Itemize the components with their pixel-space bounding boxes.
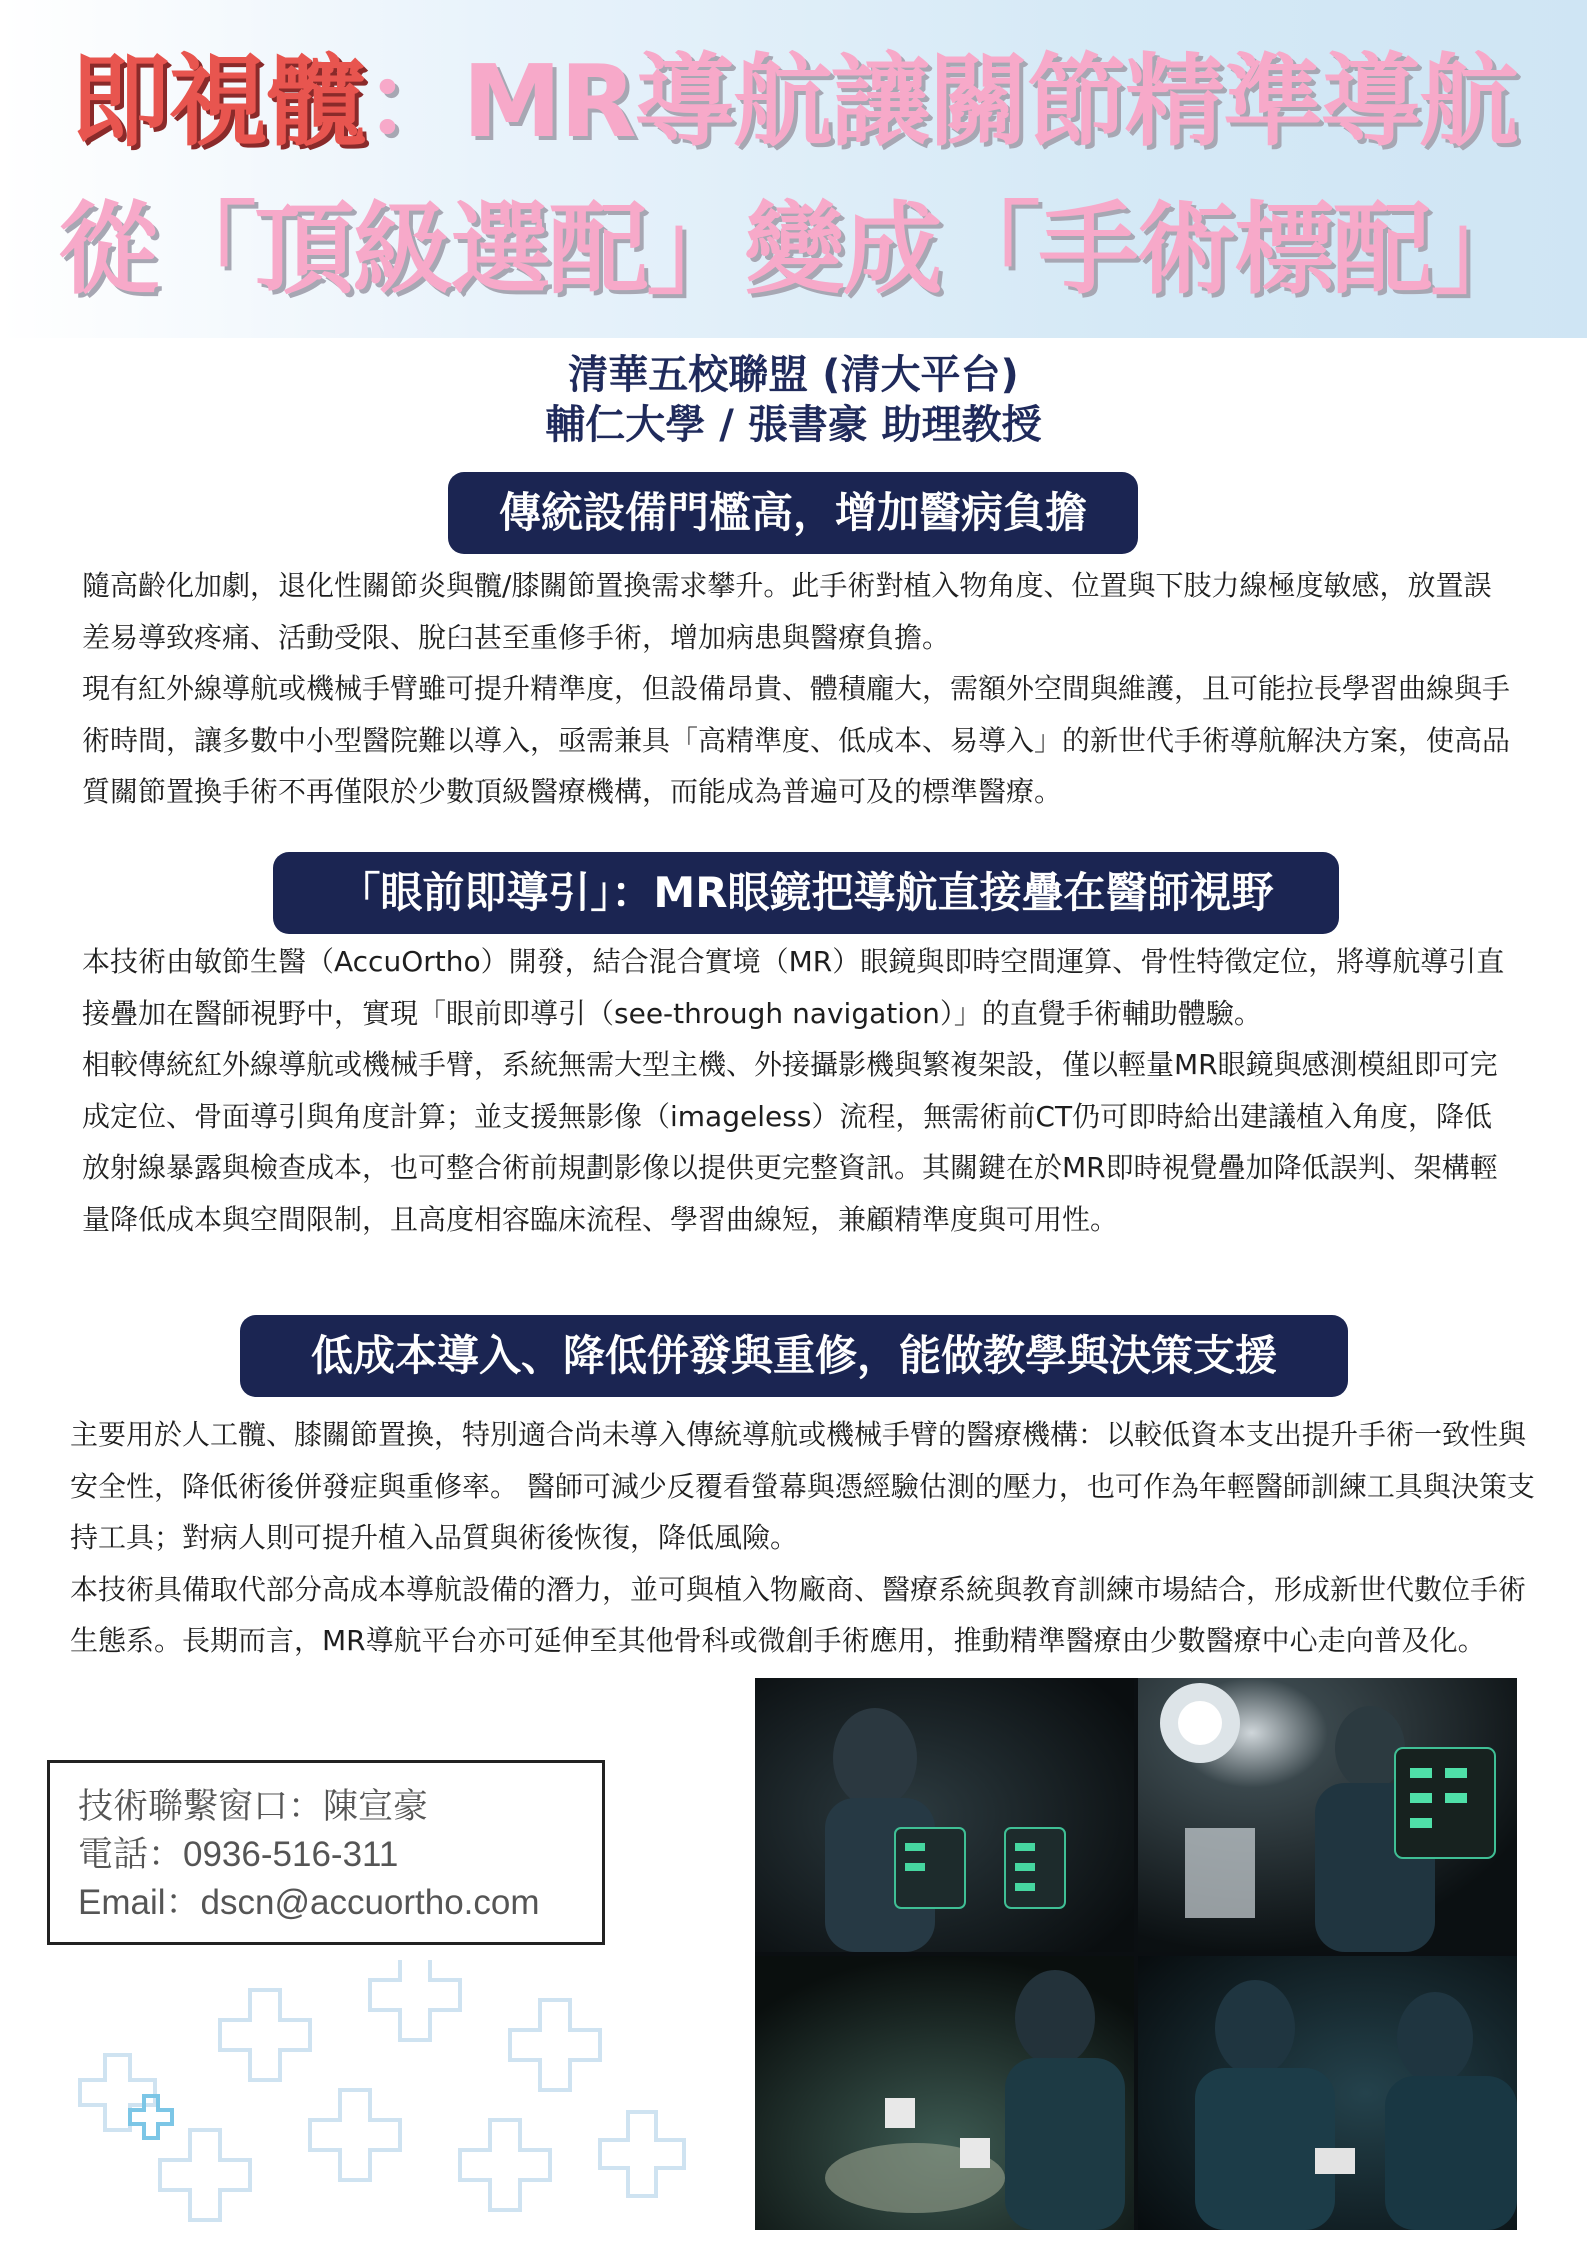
paragraph: 本技術由敏節生醫（AccuOrtho）開發，結合混合實境（MR）眼鏡與即時空間運算、骨性特徵定位，將導航導引直接疊加在醫師視野中，實現「眼前即導引（see-through navigation）」的直覺手術輔助體驗。 xyxy=(82,945,1505,1030)
contact-name: 技術聯繫窗口：陳宣豪 xyxy=(78,1787,429,1826)
section-body-3 xyxy=(70,1409,1540,1667)
paragraph: 本技術具備取代部分高成本導航設備的潛力，並可與植入物廠商、醫療系統與教育訓練市場結合，形成新世代數位手術生態系。長期而言，MR導航平台亦可延伸至其他骨科或微創手術應用，推動精準醫療由少數醫療中心走向普及化。 xyxy=(70,1572,1527,1657)
section-body-2 xyxy=(82,936,1518,1245)
page-title-line-2: 從「頂級選配」變成「手術標配」 xyxy=(58,191,1529,308)
page-title-line-1 xyxy=(0,43,1587,160)
paragraph: 主要用於人工髖、膝關節置換，特別適合尚未導入傳統導航或機械手臂的醫療機構：以較低資本支出提升手術一致性與安全性，降低術後併發症與重修率。 醫師可減少反覆看螢幕與憑經驗估測的壓力，也可作為年輕醫師訓練工具與決策支持工具；對病人則可提升植入品質與術後恢復，降低風險。 xyxy=(70,1418,1535,1554)
mr-navigation-surgery-photos xyxy=(755,1678,1517,2230)
contact-email: Email：dscn@accuortho.com xyxy=(78,1883,540,1922)
paragraph: 現有紅外線導航或機械手臂雖可提升精準度，但設備昂貴、體積龐大，需額外空間與維護，且可能拉長學習曲線與手術時間，讓多數中小型醫院難以導入，亟需兼具「高精準度、低成本、易導入」的新世代手術導航解決方案，使高品質關節置換手術不再僅限於少數頂級醫療機構，而能成為普遍可及的標準醫療。 xyxy=(82,672,1511,808)
section-heading-3: 低成本導入、降低併發與重修，能做教學與決策支援 xyxy=(240,1315,1348,1397)
author-affiliation: 清華五校聯盟 (清大平台) xyxy=(568,352,1019,398)
paragraph: 相較傳統紅外線導航或機械手臂，系統無需大型主機、外接攝影機與繁複架設，僅以輕量MR眼鏡與感測模組即可完成定位、骨面導引與角度計算；並支援無影像（imageless）流程，無需術前CT仍可即時給出建議植入角度，降低放射線暴露與檢查成本，也可整合術前規劃影像以提供更完整資訊。其關鍵在於MR即時視覺疊加降低誤判、架構輕量降低成本與空間限制，且高度相容臨床流程、學習曲線短，兼顧精準度與可用性。 xyxy=(82,1048,1498,1236)
title-highlight: 即視髖 xyxy=(70,43,365,160)
surgery-photo-collage xyxy=(755,1678,1517,2230)
section-body-1 xyxy=(82,560,1518,818)
title-rest: ：MR導航讓關節精準導航 xyxy=(364,43,1517,160)
contact-box xyxy=(47,1760,605,1945)
section-heading-2: 「眼前即導引」：MR眼鏡把導航直接疊在醫師視野 xyxy=(273,852,1339,934)
section-heading-1: 傳統設備門檻高，增加醫病負擔 xyxy=(448,472,1138,554)
author-name: 輔仁大學 / 張書豪 助理教授 xyxy=(545,402,1042,448)
medical-cross-decoration xyxy=(40,1960,740,2245)
contact-phone: 電話：0936-516-311 xyxy=(78,1835,399,1874)
paragraph: 隨高齡化加劇，退化性關節炎與髖/膝關節置換需求攀升。此手術對植入物角度、位置與下肢力線極度敏感，放置誤差易導致疼痛、活動受限、脫臼甚至重修手術，增加病患與醫療負擔。 xyxy=(82,569,1492,654)
